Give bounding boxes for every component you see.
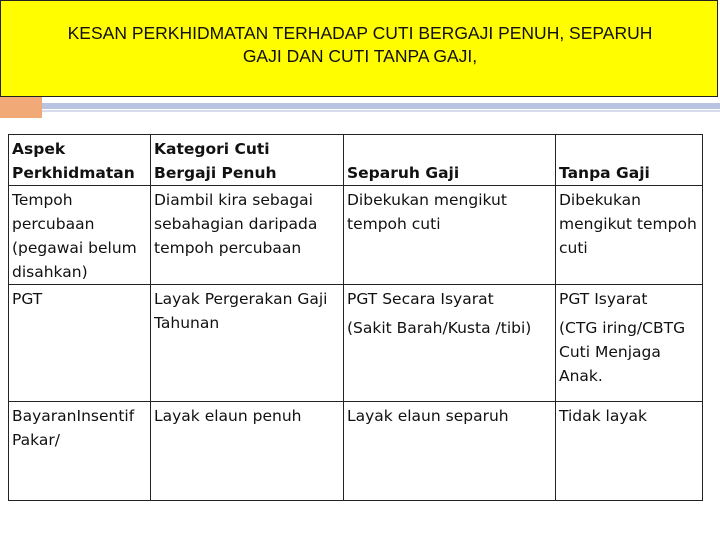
- cell-line: (CTG iring/CBTG: [559, 319, 686, 337]
- title-line-2: GAJI DAN CUTI TANPA GAJI,: [242, 46, 478, 66]
- cell-line: PGT: [12, 290, 43, 308]
- cell-line: BayaranInsentif: [12, 407, 135, 425]
- cell-line: PGT Isyarat: [559, 290, 648, 308]
- header-separuh-label: Separuh Gaji: [347, 164, 460, 182]
- cell-line: Dibekukan: [559, 191, 641, 209]
- cell-aspek: [9, 186, 151, 285]
- cell-line: Dibekukan mengikut: [347, 191, 507, 209]
- title-line-1: KESAN PERKHIDMATAN TERHADAP CUTI BERGAJI PENUH, SEPARUH: [67, 23, 653, 43]
- cell-line: Tempoh: [12, 191, 73, 209]
- cell-line: Tidak layak: [559, 407, 647, 425]
- cell-line: (Sakit Barah/Kusta /tibi): [347, 319, 532, 337]
- cell-separuh: [344, 285, 556, 402]
- accent-square: [0, 97, 42, 118]
- header-bergaji-penuh: [151, 135, 344, 186]
- cell-separuh: [344, 402, 556, 501]
- header-separuh-gaji: [344, 135, 556, 186]
- cell-line: Diambil kira sebagai: [154, 191, 313, 209]
- cell-line: Tahunan: [154, 314, 220, 332]
- header-aspek: [9, 135, 151, 186]
- header-tanpa-gaji: [556, 135, 703, 186]
- cell-line: Layak elaun separuh: [347, 407, 509, 425]
- cell-line: Cuti Menjaga: [559, 343, 661, 361]
- accent-bar: [42, 103, 720, 109]
- cell-line: Pakar/: [12, 431, 60, 449]
- leave-impact-table: [8, 134, 703, 501]
- cell-line: sebahagian daripada: [154, 215, 318, 233]
- cell-tanpa: [556, 285, 703, 402]
- header-aspek-line2: Perkhidmatan: [12, 164, 135, 182]
- cell-line: mengikut tempoh: [559, 215, 697, 233]
- cell-bergaji: [151, 186, 344, 285]
- cell-line: tempoh cuti: [347, 215, 441, 233]
- slide-title: [0, 22, 720, 68]
- header-bergaji-label: Bergaji Penuh: [154, 164, 277, 182]
- cell-tanpa: [556, 402, 703, 501]
- cell-line: (pegawai belum: [12, 239, 137, 257]
- header-tanpa-label: Tanpa Gaji: [559, 164, 650, 182]
- cell-line: tempoh percubaan: [154, 239, 302, 257]
- table-row-pgt: [9, 285, 703, 402]
- cell-line: percubaan: [12, 215, 95, 233]
- table-row-bayaran-insentif: [9, 402, 703, 501]
- cell-line: Layak elaun penuh: [154, 407, 302, 425]
- cell-aspek: [9, 402, 151, 501]
- cell-line: PGT Secara Isyarat: [347, 290, 494, 308]
- cell-aspek: [9, 285, 151, 402]
- cell-bergaji: [151, 285, 344, 402]
- accent-bar-thin: [42, 110, 720, 112]
- cell-line: Anak.: [559, 367, 603, 385]
- cell-line: cuti: [559, 239, 588, 257]
- cell-tanpa: [556, 186, 703, 285]
- table-row-tempoh-percubaan: [9, 186, 703, 285]
- table-header-row: [9, 135, 703, 186]
- cell-bergaji: [151, 402, 344, 501]
- cell-line: Layak Pergerakan Gaji: [154, 290, 328, 308]
- header-kategori-cuti: Kategori Cuti: [154, 140, 270, 158]
- cell-line: disahkan): [12, 263, 88, 281]
- header-aspek-line1: Aspek: [12, 140, 66, 158]
- cell-separuh: [344, 186, 556, 285]
